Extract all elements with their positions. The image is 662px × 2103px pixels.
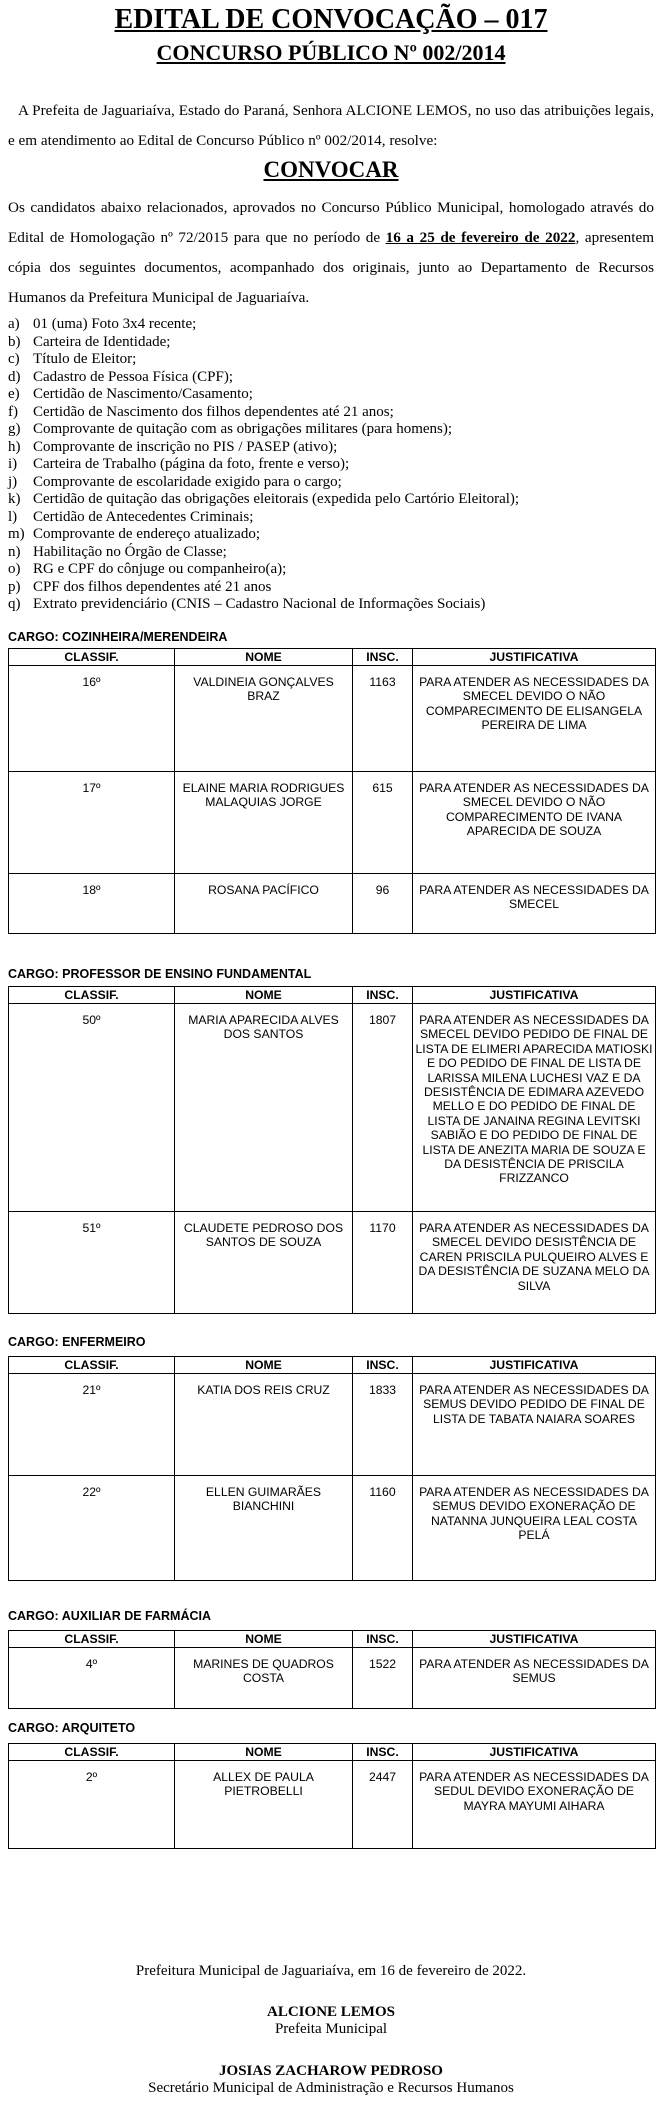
candidates-table xyxy=(8,1356,656,1581)
documents-list xyxy=(8,316,648,614)
page-title: EDITAL DE CONVOCAÇÃO – 017 xyxy=(114,4,548,35)
table-header-row xyxy=(9,649,656,666)
document-item xyxy=(8,491,648,509)
header-nome: NOME xyxy=(175,649,353,666)
document-letter: p) xyxy=(8,578,21,595)
document-item xyxy=(8,316,648,334)
document-item xyxy=(8,456,648,474)
document-text: Certidão de Antecedentes Criminais; xyxy=(33,508,254,525)
cell-classif: 17º xyxy=(9,772,175,874)
place-date: Prefeitura Municipal de Jaguariaíva, em 16 de fevereiro de 2022. xyxy=(135,1963,527,1979)
cell-insc: 96 xyxy=(353,874,413,934)
header-justificativa: JUSTIFICATIVA xyxy=(413,649,656,666)
header-nome: NOME xyxy=(175,1357,353,1374)
document-letter: o) xyxy=(8,561,21,577)
signer1-name: ALCIONE LEMOS xyxy=(267,2004,395,2020)
document-letter: c) xyxy=(8,351,20,367)
table-row xyxy=(9,1374,656,1476)
document-item xyxy=(8,439,648,457)
document-letter: d) xyxy=(8,368,21,385)
cargo-title: CARGO: AUXILIAR DE FARMÁCIA xyxy=(8,1609,212,1623)
cell-insc: 1522 xyxy=(353,1648,413,1709)
document-item xyxy=(8,561,648,579)
cell-nome: KATIA DOS REIS CRUZ xyxy=(175,1374,353,1476)
header-nome: NOME xyxy=(175,1744,353,1761)
period-highlight: 16 a 25 de fevereiro de 2022 xyxy=(385,229,576,246)
table-row xyxy=(9,666,656,772)
document-item xyxy=(8,596,648,614)
cargo-title: CARGO: COZINHEIRA/MERENDEIRA xyxy=(8,630,228,644)
header-insc: INSC. xyxy=(353,1357,413,1374)
document-item xyxy=(8,509,648,527)
document-letter: q) xyxy=(8,596,21,612)
convocar-heading: CONVOCAR xyxy=(263,157,399,182)
body-text-before: Os candidatos abaixo relacionados, aprovados no Concurso Público Municipal, homologado através do Edital de Homologação nº 72/2015 para que no período de xyxy=(8,199,654,246)
document-item xyxy=(8,334,648,352)
document-text: Título de Eleitor; xyxy=(33,351,137,367)
body-text-after: , apresentem cópia dos seguintes documentos, acompanhado dos originais, junto ao Departamento de Recursos Humanos da Prefeitura Municipal de Jaguariaíva. xyxy=(8,229,655,306)
header-insc: INSC. xyxy=(353,649,413,666)
cell-justificativa: PARA ATENDER AS NECESSIDADES DA SMECEL DEVIDO O NÃO COMPARECIMENTO DE IVANA APARECIDA DE SOUZA xyxy=(413,772,656,874)
document-text: Comprovante de quitação com as obrigações militares (para homens); xyxy=(33,421,453,437)
cell-nome: MARINES DE QUADROS COSTA xyxy=(175,1648,353,1709)
signer2-role: Secretário Municipal de Administração e Recursos Humanos xyxy=(148,2080,514,2096)
document-letter: m) xyxy=(8,526,25,542)
body-paragraph xyxy=(8,193,654,313)
header-nome: NOME xyxy=(175,1631,353,1648)
header-justificativa: JUSTIFICATIVA xyxy=(413,1631,656,1648)
cell-insc: 1807 xyxy=(353,1004,413,1212)
document-text: Carteira de Identidade; xyxy=(33,333,171,350)
header-classif: CLASSIF. xyxy=(9,1744,175,1761)
candidates-table xyxy=(8,648,656,934)
cell-nome: ELLEN GUIMARÃES BIANCHINI xyxy=(175,1476,353,1581)
cell-justificativa: PARA ATENDER AS NECESSIDADES DA SEMUS DEVIDO EXONERAÇÃO DE NATANNA JUNQUEIRA LEAL COSTA PELÁ xyxy=(413,1476,656,1581)
cell-nome: VALDINEIA GONÇALVES BRAZ xyxy=(175,666,353,772)
cargo-title: CARGO: ARQUITETO xyxy=(8,1721,136,1735)
document-text: Comprovante de escolaridade exigido para o cargo; xyxy=(33,473,342,490)
table-row xyxy=(9,1004,656,1212)
cell-justificativa: PARA ATENDER AS NECESSIDADES DA SMECEL xyxy=(413,874,656,934)
document-letter: h) xyxy=(8,438,21,455)
document-text: 01 (uma) Foto 3x4 recente; xyxy=(33,316,197,332)
document-letter: n) xyxy=(8,543,21,560)
document-item xyxy=(8,579,648,597)
cell-nome: ROSANA PACÍFICO xyxy=(175,874,353,934)
document-text: Comprovante de endereço atualizado; xyxy=(33,526,260,542)
cell-insc: 1170 xyxy=(353,1212,413,1314)
document-letter: a) xyxy=(8,316,20,332)
document-text: Cadastro de Pessoa Física (CPF); xyxy=(33,368,233,385)
cell-justificativa: PARA ATENDER AS NECESSIDADES DA SEMUS DEVIDO PEDIDO DE FINAL DE LISTA DE TABATA NAIARA SOARES xyxy=(413,1374,656,1476)
document-letter: e) xyxy=(8,386,20,402)
candidates-table xyxy=(8,1630,656,1709)
document-text: Certidão de Nascimento dos filhos dependentes até 21 anos; xyxy=(33,403,394,420)
cell-classif: 16º xyxy=(9,666,175,772)
cargo-title: CARGO: ENFERMEIRO xyxy=(8,1335,146,1349)
cell-insc: 1833 xyxy=(353,1374,413,1476)
signer2-name: JOSIAS ZACHAROW PEDROSO xyxy=(219,2063,443,2079)
document-item xyxy=(8,474,648,492)
cell-nome: CLAUDETE PEDROSO DOS SANTOS DE SOUZA xyxy=(175,1212,353,1314)
document-item xyxy=(8,351,648,369)
document-text: Comprovante de inscrição no PIS / PASEP (ativo); xyxy=(33,438,338,455)
intro-paragraph: A Prefeita de Jaguariaíva, Estado do Paraná, Senhora ALCIONE LEMOS, no uso das atribuições legais, e em atendimento ao Edital de Concurso Público nº 002/2014, resolve: xyxy=(8,102,654,149)
document-letter: i) xyxy=(8,456,18,472)
header-classif: CLASSIF. xyxy=(9,649,175,666)
table-row xyxy=(9,1648,656,1709)
table-row xyxy=(9,874,656,934)
cell-justificativa: PARA ATENDER AS NECESSIDADES DA SMECEL DEVIDO DESISTÊNCIA DE CAREN PRISCILA PULQUEIRO ALVES E DA DESISTÊNCIA DE SUZANA MELO DA SILVA xyxy=(413,1212,656,1314)
cell-justificativa: PARA ATENDER AS NECESSIDADES DA SMECEL DEVIDO O NÃO COMPARECIMENTO DE ELISANGELA PEREIRA DE LIMA xyxy=(413,666,656,772)
header-justificativa: JUSTIFICATIVA xyxy=(413,987,656,1004)
table-header-row xyxy=(9,1357,656,1374)
cell-justificativa: PARA ATENDER AS NECESSIDADES DA SMECEL DEVIDO PEDIDO DE FINAL DE LISTA DE ELIMERI APARECIDA MATIOSKI E DO PEDIDO DE FINAL DE LISTA DE LARISSA MILENA LUCHESI VAZ E DA DESISTÊNCIA DE EDIMARA AZEVEDO MELLO E DO PEDIDO DE FINAL DE LISTA DE JANAINA REGINA LEVITSKI SABIÃO E DO PEDIDO DE FINAL DE LISTA DE ANEZITA MARIA DE SOUZA E DA DESISTÊNCIA DE PRISCILA FRIZZANCO xyxy=(413,1004,656,1212)
table-row xyxy=(9,1476,656,1581)
cell-nome: MARIA APARECIDA ALVES DOS SANTOS xyxy=(175,1004,353,1212)
document-letter: b) xyxy=(8,333,21,350)
cell-insc: 1160 xyxy=(353,1476,413,1581)
document-text: RG e CPF do cônjuge ou companheiro(a); xyxy=(33,561,287,577)
document-letter: k) xyxy=(8,491,21,507)
cell-justificativa: PARA ATENDER AS NECESSIDADES DA SEMUS xyxy=(413,1648,656,1709)
document-text: Carteira de Trabalho (página da foto, frente e verso); xyxy=(33,456,350,472)
table-row xyxy=(9,1212,656,1314)
cell-classif: 2º xyxy=(9,1761,175,1849)
header-classif: CLASSIF. xyxy=(9,1631,175,1648)
cell-nome: ALLEX DE PAULA PIETROBELLI xyxy=(175,1761,353,1849)
cell-insc: 1163 xyxy=(353,666,413,772)
cell-nome: ELAINE MARIA RODRIGUES MALAQUIAS JORGE xyxy=(175,772,353,874)
table-header-row xyxy=(9,987,656,1004)
cell-classif: 22º xyxy=(9,1476,175,1581)
header-classif: CLASSIF. xyxy=(9,987,175,1004)
cell-classif: 21º xyxy=(9,1374,175,1476)
header-nome: NOME xyxy=(175,987,353,1004)
document-item xyxy=(8,386,648,404)
document-text: Habilitação no Órgão de Classe; xyxy=(33,543,227,560)
cell-justificativa: PARA ATENDER AS NECESSIDADES DA SEDUL DEVIDO EXONERAÇÃO DE MAYRA MAYUMI AIHARA xyxy=(413,1761,656,1849)
table-row xyxy=(9,772,656,874)
document-letter: f) xyxy=(8,403,18,420)
page-subtitle: CONCURSO PÚBLICO Nº 002/2014 xyxy=(156,40,506,65)
cell-insc: 615 xyxy=(353,772,413,874)
header-insc: INSC. xyxy=(353,987,413,1004)
document-text: Certidão de Nascimento/Casamento; xyxy=(33,386,253,402)
header-insc: INSC. xyxy=(353,1744,413,1761)
document-item xyxy=(8,369,648,387)
document-item xyxy=(8,404,648,422)
candidates-table xyxy=(8,1743,656,1849)
document-item xyxy=(8,421,648,439)
document-letter: j) xyxy=(8,473,18,490)
header-justificativa: JUSTIFICATIVA xyxy=(413,1744,656,1761)
cell-classif: 4º xyxy=(9,1648,175,1709)
cargo-title: CARGO: PROFESSOR DE ENSINO FUNDAMENTAL xyxy=(8,967,312,981)
cell-insc: 2447 xyxy=(353,1761,413,1849)
header-insc: INSC. xyxy=(353,1631,413,1648)
document-text: Extrato previdenciário (CNIS – Cadastro Nacional de Informações Sociais) xyxy=(33,596,486,612)
table-header-row xyxy=(9,1631,656,1648)
candidates-table xyxy=(8,986,656,1314)
document-text: Certidão de quitação das obrigações eleitorais (expedida pelo Cartório Eleitoral); xyxy=(33,491,520,507)
cell-classif: 51º xyxy=(9,1212,175,1314)
cell-classif: 50º xyxy=(9,1004,175,1212)
document-letter: l) xyxy=(8,508,18,525)
document-text: CPF dos filhos dependentes até 21 anos xyxy=(33,578,272,595)
signer1-role: Prefeita Municipal xyxy=(274,2021,388,2037)
document-letter: g) xyxy=(8,421,21,437)
document-item xyxy=(8,526,648,544)
table-header-row xyxy=(9,1744,656,1761)
header-justificativa: JUSTIFICATIVA xyxy=(413,1357,656,1374)
header-classif: CLASSIF. xyxy=(9,1357,175,1374)
table-row xyxy=(9,1761,656,1849)
document-item xyxy=(8,544,648,562)
cell-classif: 18º xyxy=(9,874,175,934)
